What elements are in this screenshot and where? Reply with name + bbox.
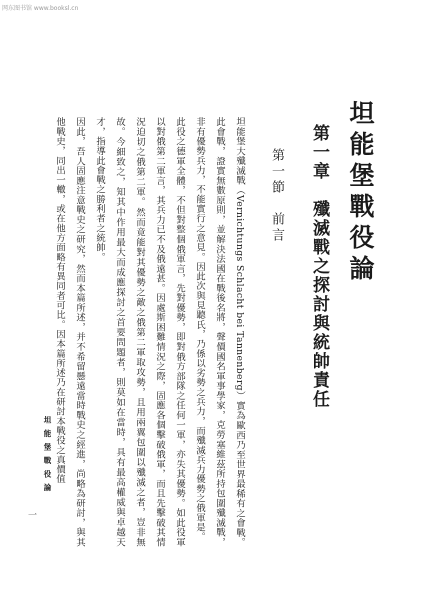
page-number: 一 [28, 511, 38, 521]
running-head: 坦能堡戰役論 [43, 416, 52, 497]
paragraph-2: 此役之德軍全體，不但對整個俄軍言，先對優勢，即對俄方部隊之任何一軍，亦失其優勢。如此役軍以對俄第二軍言，其兵力已不及俄遠甚。因處斯困難情況之際，固應各個擊破俄軍，而且先擊破其情況迫切之俄第二軍。然而竟能對其優勢之敵之俄第二軍取攻勢，且用兩翼包圍以殲滅之者，豈非無故。今細致之，知其中作用最大而成應探討之首要問題者，則莫如在當時，具有最高權威與卓越天才，指導此會戰之勝利者之統帥。 [94, 117, 185, 547]
book-title: 坦能堡戰役論 [346, 100, 375, 286]
paragraph-1: 坦能堡大殲滅戰（Vernichtungs Schlacht bei Tannenberg）實為歐西乃至世界最稀有之會戰。此會戰，證實無數原則，並解決法國在戰後名將，聲價國名軍事學家，克勞塞維茲所持包圍殲滅戰，非有優勢兵力，不能實行之意見。因此次與見聽氏，乃係以劣勢之兵力，而殲滅兵力優勢之俄軍是。 [194, 117, 245, 547]
watermark: 网东图书馆 www.booksl.cn [2, 5, 79, 12]
chapter-title: 第一章 殲滅戰之探討與統帥責任 [309, 124, 329, 409]
section-title: 第一節 前言 [269, 148, 284, 244]
paragraph-3: 因此，吾人固應注意戰史之研究，然而本篇所述，并不希留懸遠當時戰史之經進，尚略為研討，與其他戰史，同出一轍，或在他方面略有異同者可比。因本篇所述乃在研討本戰役之真價值 [54, 117, 85, 547]
body-text [54, 117, 249, 547]
